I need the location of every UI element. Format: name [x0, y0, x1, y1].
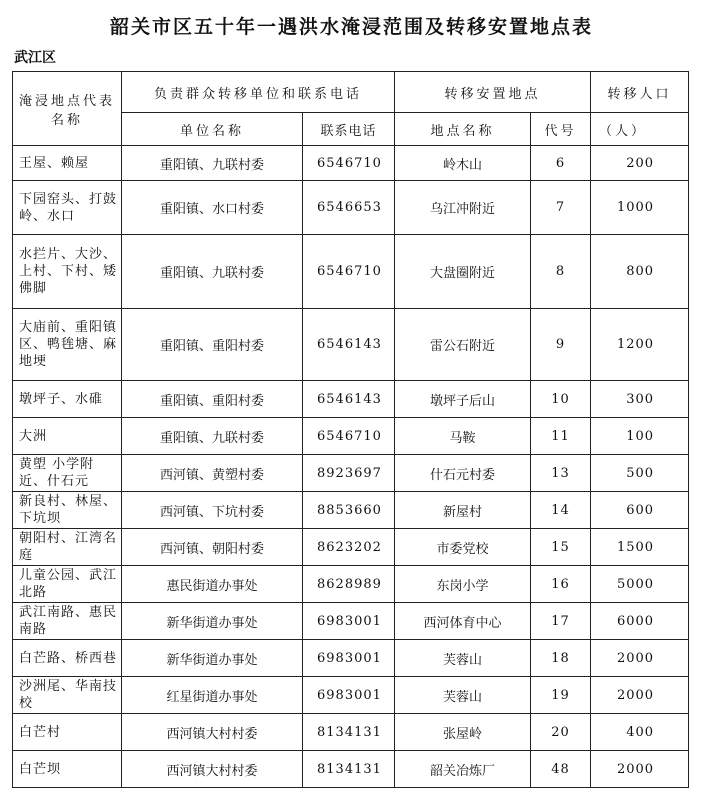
header-site-name: 地点名称 [395, 113, 531, 146]
phone-cell: 6546710 [303, 146, 395, 181]
code-cell: 14 [531, 492, 591, 529]
phone-cell: 6983001 [303, 677, 395, 714]
table-row [13, 751, 689, 788]
phone-cell: 8628989 [303, 566, 395, 603]
site-name-cell: 雷公石附近 [395, 309, 531, 381]
population-cell: 200 [591, 146, 689, 181]
population-cell: 1500 [591, 529, 689, 566]
population-cell: 6000 [591, 603, 689, 640]
table-row [13, 714, 689, 751]
site-name-cell: 什石元村委 [395, 455, 531, 492]
phone-cell: 6546143 [303, 309, 395, 381]
evacuation-table [12, 71, 689, 788]
table-row [13, 455, 689, 492]
area-cell: 白芒村 [13, 714, 122, 751]
unit-name-cell: 重阳镇、水口村委 [122, 181, 303, 235]
unit-name-cell: 西河镇、黄塑村委 [122, 455, 303, 492]
table-row [13, 146, 689, 181]
site-name-cell: 韶关冶炼厂 [395, 751, 531, 788]
code-cell: 11 [531, 418, 591, 455]
unit-name-cell: 惠民街道办事处 [122, 566, 303, 603]
site-name-cell: 张屋岭 [395, 714, 531, 751]
code-cell: 15 [531, 529, 591, 566]
code-cell: 8 [531, 235, 591, 309]
phone-cell: 8134131 [303, 751, 395, 788]
unit-name-cell: 重阳镇、九联村委 [122, 235, 303, 309]
header-area: 淹浸地点代表名称 [13, 72, 122, 146]
population-cell: 1200 [591, 309, 689, 381]
table-row [13, 640, 689, 677]
phone-cell: 6546143 [303, 381, 395, 418]
population-cell: 2000 [591, 751, 689, 788]
population-cell: 100 [591, 418, 689, 455]
code-cell: 16 [531, 566, 591, 603]
site-name-cell: 岭木山 [395, 146, 531, 181]
area-cell: 新良村、林屋、下坑坝 [13, 492, 122, 529]
area-cell: 大庙前、重阳镇区、鸭毪塘、麻地埂 [13, 309, 122, 381]
area-cell: 墩坪子、水碓 [13, 381, 122, 418]
unit-name-cell: 西河镇大村村委 [122, 751, 303, 788]
code-cell: 20 [531, 714, 591, 751]
population-cell: 2000 [591, 677, 689, 714]
phone-cell: 8623202 [303, 529, 395, 566]
code-cell: 7 [531, 181, 591, 235]
unit-name-cell: 新华街道办事处 [122, 603, 303, 640]
phone-cell: 8853660 [303, 492, 395, 529]
area-cell: 白芒路、桥西巷 [13, 640, 122, 677]
population-cell: 800 [591, 235, 689, 309]
area-cell: 水拦片、大沙、上村、下村、矮佛脚 [13, 235, 122, 309]
table-row [13, 492, 689, 529]
site-name-cell: 大盘圈附近 [395, 235, 531, 309]
population-cell: 1000 [591, 181, 689, 235]
unit-name-cell: 重阳镇、重阳村委 [122, 309, 303, 381]
header-phone: 联系电话 [303, 113, 395, 146]
site-name-cell: 西河体育中心 [395, 603, 531, 640]
code-cell: 19 [531, 677, 591, 714]
site-name-cell: 芙蓉山 [395, 677, 531, 714]
code-cell: 48 [531, 751, 591, 788]
table-row [13, 235, 689, 309]
area-cell: 下园窑头、打鼓岭、水口 [13, 181, 122, 235]
code-cell: 10 [531, 381, 591, 418]
unit-name-cell: 西河镇、下坑村委 [122, 492, 303, 529]
table-row [13, 418, 689, 455]
area-cell: 儿童公园、武江北路 [13, 566, 122, 603]
table-row [13, 677, 689, 714]
phone-cell: 6546710 [303, 235, 395, 309]
header-unit-name: 单位名称 [122, 113, 303, 146]
population-cell: 5000 [591, 566, 689, 603]
page-title: 韶关市区五十年一遇洪水淹浸范围及转移安置地点表 [109, 16, 593, 38]
site-name-cell: 新屋村 [395, 492, 531, 529]
site-name-cell: 墩坪子后山 [395, 381, 531, 418]
code-cell: 6 [531, 146, 591, 181]
phone-cell: 8134131 [303, 714, 395, 751]
table-row [13, 381, 689, 418]
unit-name-cell: 西河镇大村村委 [122, 714, 303, 751]
table-row [13, 529, 689, 566]
site-name-cell: 马鞍 [395, 418, 531, 455]
population-cell: 500 [591, 455, 689, 492]
unit-name-cell: 重阳镇、九联村委 [122, 146, 303, 181]
unit-name-cell: 重阳镇、九联村委 [122, 418, 303, 455]
table-row [13, 566, 689, 603]
header-site-group: 转移安置地点 [395, 72, 591, 113]
code-cell: 17 [531, 603, 591, 640]
phone-cell: 8923697 [303, 455, 395, 492]
phone-cell: 6983001 [303, 640, 395, 677]
table-row [13, 181, 689, 235]
area-cell: 黄塱 小学附近、什石元 [13, 455, 122, 492]
code-cell: 13 [531, 455, 591, 492]
unit-name-cell: 新华街道办事处 [122, 640, 303, 677]
district-label: 武江区 [14, 50, 56, 66]
header-unit-group: 负责群众转移单位和联系电话 [122, 72, 395, 113]
site-name-cell: 乌江冲附近 [395, 181, 531, 235]
site-name-cell: 东岗小学 [395, 566, 531, 603]
site-name-cell: 市委党校 [395, 529, 531, 566]
area-cell: 大洲 [13, 418, 122, 455]
population-cell: 2000 [591, 640, 689, 677]
area-cell: 朝阳村、江湾名庭 [13, 529, 122, 566]
area-cell: 王屋、赖屋 [13, 146, 122, 181]
table-row [13, 603, 689, 640]
table-row [13, 309, 689, 381]
area-cell: 沙洲尾、华南技校 [13, 677, 122, 714]
site-name-cell: 芙蓉山 [395, 640, 531, 677]
unit-name-cell: 西河镇、朝阳村委 [122, 529, 303, 566]
area-cell: 武江南路、惠民南路 [13, 603, 122, 640]
header-population-unit: （人） [591, 113, 689, 146]
phone-cell: 6983001 [303, 603, 395, 640]
population-cell: 400 [591, 714, 689, 751]
population-cell: 300 [591, 381, 689, 418]
unit-name-cell: 红星街道办事处 [122, 677, 303, 714]
unit-name-cell: 重阳镇、重阳村委 [122, 381, 303, 418]
code-cell: 9 [531, 309, 591, 381]
area-cell: 白芒坝 [13, 751, 122, 788]
header-code: 代号 [531, 113, 591, 146]
phone-cell: 6546710 [303, 418, 395, 455]
population-cell: 600 [591, 492, 689, 529]
code-cell: 18 [531, 640, 591, 677]
phone-cell: 6546653 [303, 181, 395, 235]
header-population: 转移人口 [591, 72, 689, 113]
